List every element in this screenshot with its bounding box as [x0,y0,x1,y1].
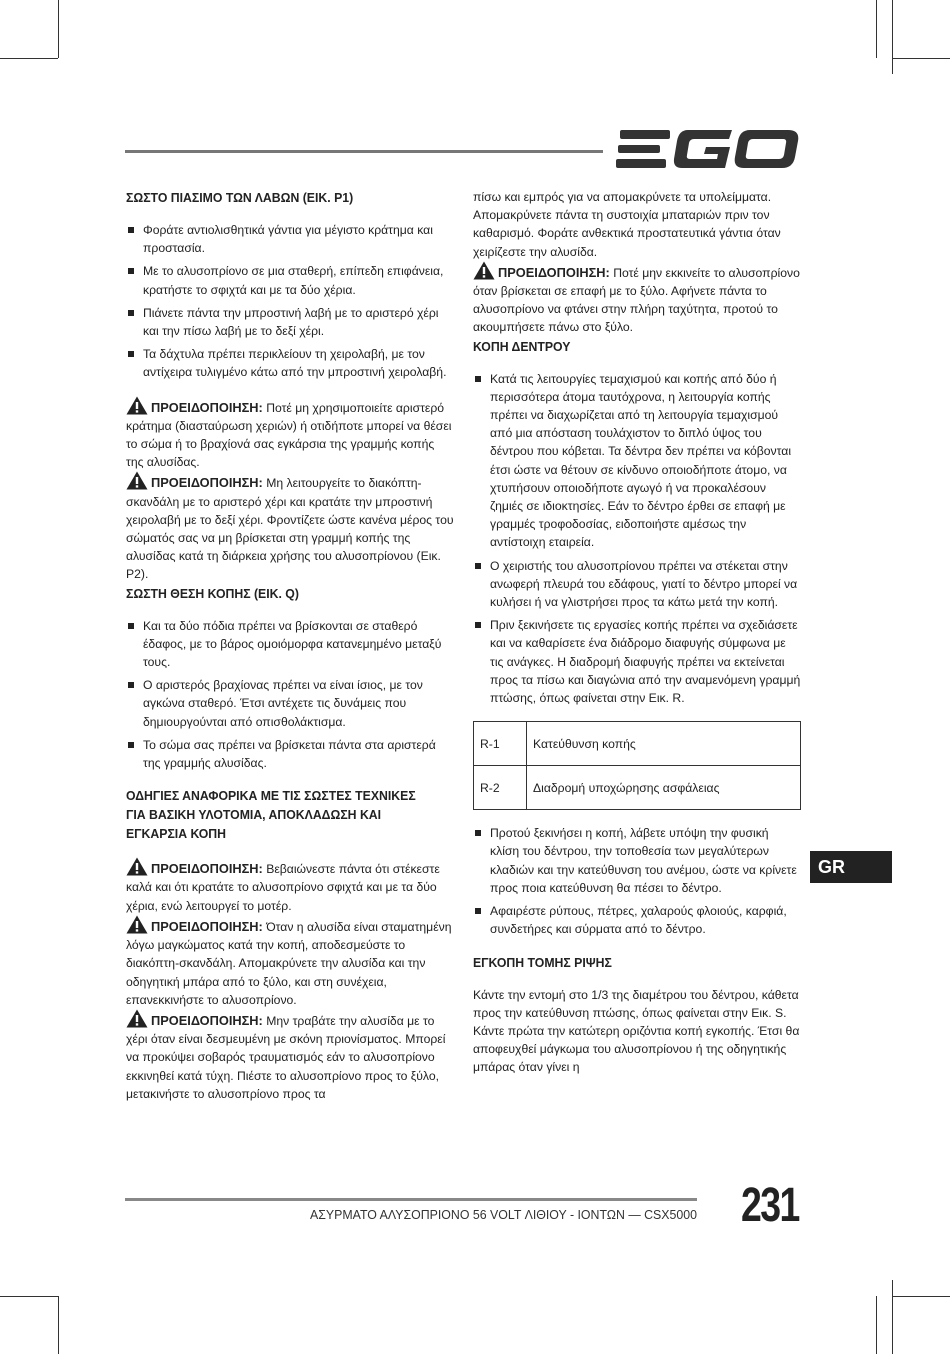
table-row [474,766,801,810]
crop-mark [0,1296,58,1297]
footer-rule [125,1198,697,1201]
warning-icon [126,396,148,415]
list-item: Το σώμα σας πρέπει να βρίσκεται πάντα στα αριστερά της γραμμής αλυσίδας. [126,736,454,772]
footer-title: ΑΣΥΡΜΑΤΟ ΑΛΥΣΟΠΡΙΟΝΟ 56 VOLT ΛΙΘΙΟΥ - ΙΟΝΤΩΝ — CSX5000 [310,1207,697,1222]
section-heading: ΕΓΚΟΠΗ ΤΟΜΗΣ ΡΙΨΗΣ [473,954,612,970]
warning-icon [126,1009,148,1028]
list-item: Και τα δύο πόδια πρέπει να βρίσκονται σε σταθερό έδαφος, με το βάρος ομοιόμορφα κατανεμημένο μεταξύ τους. [126,617,454,672]
crop-mark [58,0,59,58]
crop-mark [892,1296,950,1297]
legend-description: Διαδρομή υποχώρησης ασφάλειας [527,766,801,810]
warning-icon [126,471,148,490]
warning-block [126,396,454,472]
list-item: Ο χειριστής του αλυσοπρίονου πρέπει να στέκεται στην ανωφερή πλευρά του εδάφους, γιατί το δέντρο μπορεί να κυλήσει ή να γλιστρήσει προς τα κάτω μετά την κοπή. [473,557,801,612]
list-item: Πιάνετε πάντα την μπροστινή λαβή με το αριστερό χέρι και την πίσω λαβή με το δεξί χέρι. [126,304,454,340]
warning-text: Μην τραβάτε την αλυσίδα με το χέρι όταν είναι δεσμευμένη με σκόνη πριονίσματος. Μπορεί να προκύψει σοβαρός τραυματισμός εάν το αλυσοπρίονο εκκινηθεί κατά τύχη. Πιέστε το αλυσοπρίονο προς το ξύλο, μετακινήστε το αλυσοπρίονο προς τα [126,1013,446,1101]
warning-label: ΠΡΟΕΙΔΟΠΟΙΗΣΗ: [151,918,263,934]
section-heading: ΣΩΣΤΟ ΠΙΑΣΙΜΟ ΤΩΝ ΛΑΒΩΝ (ΕΙΚ. P1) [126,190,354,205]
bullet-list [126,221,454,382]
list-item: Κατά τις λειτουργίες τεμαχισμού και κοπής από δύο ή περισσότερα άτομα ταυτόχρονα, η λειτουργία κοπής πρέπει να διαχωρίζεται από τη λειτουργία τεμαχισμού από μια απόσταση τουλάχιστον το διπλό ύψος του δέντρου που κόβεται. Τα δέντρα δεν πρέπει να κόβονται έτσι ώστε να θέτουν σε κίνδυνο οποιοδήποτε άτομο, να χτυπήσουν οποιοδήποτε αγωγό ή να προκαλέσουν ζημιές σε ιδιοκτησίες. Εάν το δέντρο έρθει σε επαφή με γραμμές τροφοδοσίας, ειδοποιήστε αμέσως την αντίστοιχη εταιρεία. [473,370,801,552]
paragraph: Κάντε την εντομή στο 1/3 της διαμέτρου του δέντρου, κάθετα προς την κατεύθυνση πτώσης, όπως φαίνεται στην Εικ. S. Κάντε πρώτα την κατώτερη οριζόντια κοπή εγκοπής. Έτσι θα αποφευχθεί μάγκωμα του αλυσοπρίονου ή της οδηγητικής μπάρας όταν γίνει η [473,987,800,1075]
legend-code: R-2 [474,766,527,810]
right-column [473,188,801,1077]
warning-text: Όταν η αλυσίδα είναι σταματημένη λόγω μαγκώματος κατά την κοπή, αποδεσμεύστε το διακόπτη-σκανδάλη. Απομακρύνετε την αλυσίδα και την οδηγητική μπάρα από το ξύλο, και στη συνέχεια, επανεκκινήστε το αλυσοπρίονο. [126,919,452,1007]
crop-mark [58,1296,59,1354]
legend-description: Κατεύθυνση κοπής [527,722,801,766]
warning-text: Βεβαιώνεστε πάντα ότι στέκεστε καλά και ότι κρατάτε το αλυσοπρίονο σφιχτά και με τα δύο χέρια, ενώ λειτουργεί το μοτέρ. [126,862,440,913]
crop-mark [892,0,893,74]
figure-legend-table [473,721,801,810]
bullet-list [126,617,454,773]
list-item: Προτού ξεκινήσει η κοπή, λάβετε υπόψη την φυσική κλίση του δέντρου, την τοποθεσία των μεγαλύτερων κλαδιών και την κατεύθυνση του ανέμου, ώστε να κρίνετε προς ποια κατεύθυνση θα πέσει το δέντρο. [473,824,801,897]
warning-block [126,1009,454,1103]
warning-block [126,857,454,915]
continuation-text: πίσω και εμπρός για να απομακρύνετε τα υπολείμματα. Απομακρύνετε πάντα τη συστοιχία μπαταριών πριν τον καθαρισμό. Φοράτε ανθεκτικά προστατευτικά γάντια όταν χειρίζεστε την αλυσίδα. [473,190,781,259]
warning-icon [126,857,148,876]
bullet-list [473,370,801,708]
warning-block [473,261,801,337]
list-item: Τα δάχτυλα πρέπει περικλείουν τη χειρολαβή, με τον αντίχειρα τυλιγμένο κάτω από την μπροστινή χειρολαβή. [126,345,454,381]
table-row [474,722,801,766]
crop-mark [892,1280,893,1354]
section-heading: ΚΟΠΗ ΔΕΝΤΡΟΥ [473,338,571,354]
left-column [126,188,454,1103]
crop-mark [0,58,58,59]
page-number: 231 [741,1179,799,1232]
warning-icon [473,261,495,280]
list-item: Αφαιρέστε ρύπους, πέτρες, χαλαρούς φλοιούς, καρφιά, συνδετήρες και σύρματα από το δέντρο. [473,902,801,938]
warning-label: ΠΡΟΕΙΔΟΠΟΙΗΣΗ: [151,1012,263,1028]
crop-mark [876,1296,877,1354]
warning-block [126,471,454,583]
warning-icon [126,915,148,934]
legend-code: R-1 [474,722,527,766]
warning-label: ΠΡΟΕΙΔΟΠΟΙΗΣΗ: [151,861,263,877]
header-rule [125,150,603,153]
list-item: Ο αριστερός βραχίονας πρέπει να είναι ίσιος, με τον αγκώνα σταθερό. Έτσι αντέχετε τις δυνάμεις που δημιουργούνται από οπισθολάκτισμα. [126,676,454,731]
list-item: Πριν ξεκινήσετε τις εργασίες κοπής πρέπει να σχεδιάσετε και να καθαρίσετε ένα διάδρομο διαφυγής σύμφωνα με τις ανάγκες. Η διαδρομή διαφυγής πρέπει να εκτείνεται προς τα πίσω και διαγώνια από την αναμενόμενη γραμμή πτώσης, όπως φαίνεται στην Εικ. R. [473,616,801,707]
warning-label: ΠΡΟΕΙΔΟΠΟΙΗΣΗ: [498,264,610,280]
warning-text: Ποτέ μην εκκινείτε το αλυσοπρίονο όταν βρίσκεται σε επαφή με το ξύλο. Αφήνετε πάντα το αλυσοπρίονο να φτάνει στην πλήρη ταχύτητα, προτού το ακουμπήσετε πάνω στο ξύλο. [473,265,800,335]
list-item: Με το αλυσοπρίονο σε μια σταθερή, επίπεδη επιφάνεια, κρατήστε το σφιχτά και με τα δύο χέρια. [126,262,454,298]
warning-text: Μη λειτουργείτε το διακόπτη-σκανδάλη με το αριστερό χέρι και κρατάτε την μπροστινή χειρολαβή με το δεξί χέρι. Φροντίζετε ώστε κανένα μέρος του σώματός σας να μη βρίσκεται στη γραμμή κοπής της αλυσίδας κατά τη διάρκεια χρήσης του αλυσοπρίονου (Εικ. P2). [126,476,454,582]
warning-label: ΠΡΟΕΙΔΟΠΟΙΗΣΗ: [151,475,263,491]
language-tab: GR [810,851,892,883]
bullet-list [473,824,801,938]
ego-logo [616,128,800,172]
warning-text: Ποτέ μη χρησιμοποιείτε αριστερό κράτημα (διασταύρωση χεριών) ή οτιδήποτε μπορεί να θέσει το σώμα ή το βραχίονά σας εγκάρσια της γραμμής κοπής της αλυσίδας. [126,400,452,470]
crop-mark [876,0,877,58]
warning-block [126,915,454,1009]
crop-mark [892,58,950,59]
section-heading: ΣΩΣΤΗ ΘΕΣΗ ΚΟΠΗΣ (ΕΙΚ. Q) [126,585,299,601]
list-item: Φοράτε αντιολισθητικά γάντια για μέγιστο κράτημα και προστασία. [126,221,454,257]
warning-label: ΠΡΟΕΙΔΟΠΟΙΗΣΗ: [151,399,263,415]
section-heading: ΟΔΗΓΙΕΣ ΑΝΑΦΟΡΙΚΑ ΜΕ ΤΙΣ ΣΩΣΤΕΣ ΤΕΧΝΙΚΕΣ ΓΙΑ ΒΑΣΙΚΗ ΥΛΟΤΟΜΙΑ, ΑΠΟΚΛΑΔΩΣΗ ΚΑΙ ΕΓΚΑΡΣΙΑ ΚΟΠΗ [126,788,416,842]
